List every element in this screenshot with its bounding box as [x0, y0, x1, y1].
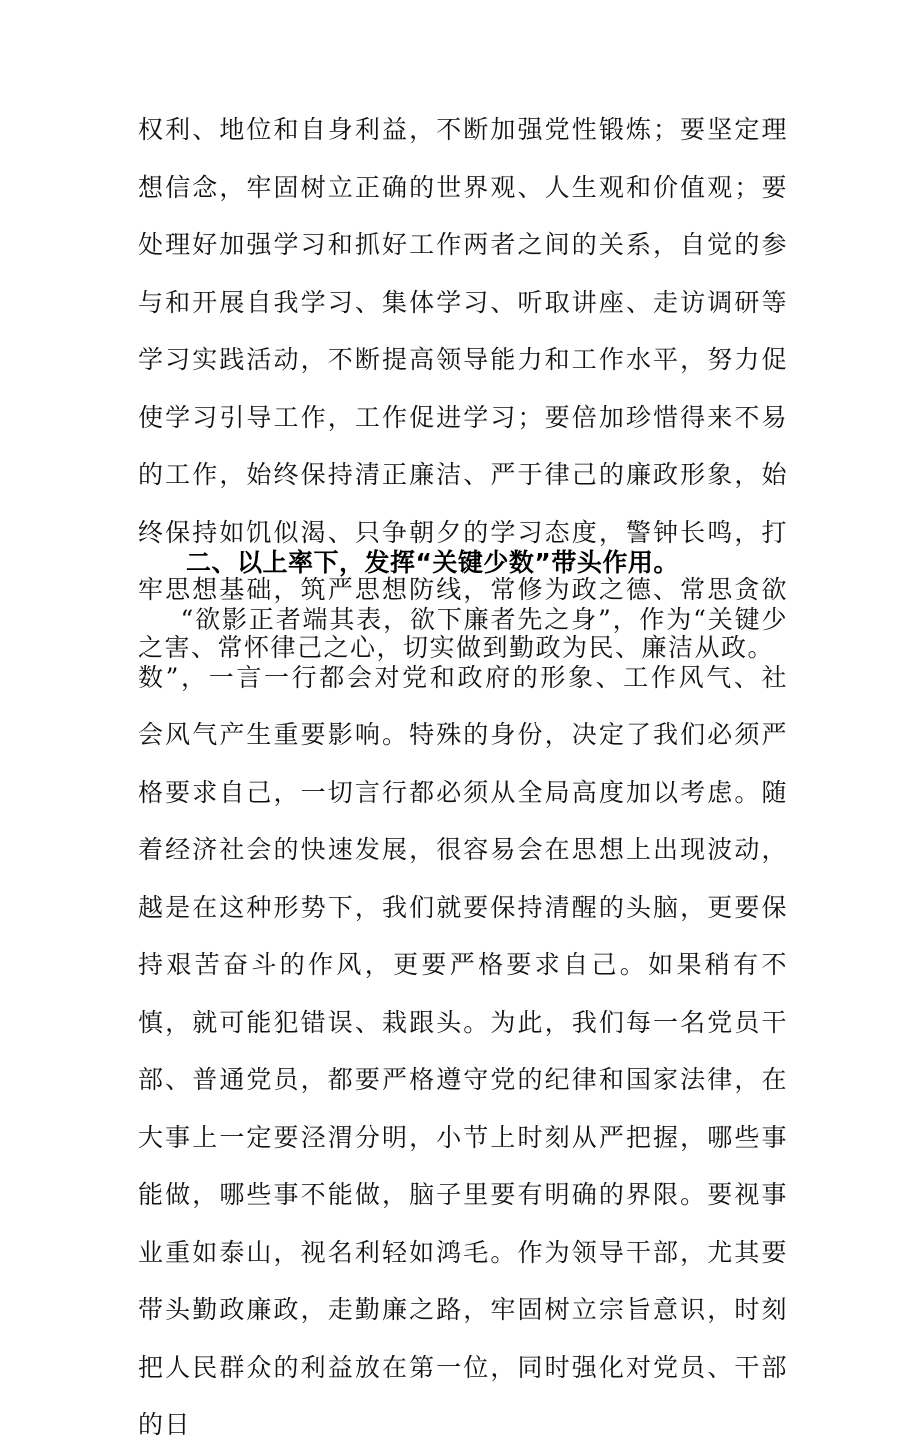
paragraph-2: “欲影正者端其表，欲下廉者先之身”，作为“关键少数”，一言一行都会对党和政府的形象、工作风气、社会风气产生重要影响。特殊的身份，决定了我们必须严格要求自己，一切言行都必须从全局高度加以考虑。随着经济社会的快速发展，很容易会在思想上出现波动，越是在这种形势下，我们就要保持清醒的头脑，更要保持艰苦奋斗的作风，更要严格要求自己。如果稍有不慎，就可能犯错误、栽跟头。为此，我们每一名党员干部、普通党员，都要严格遵守党的纪律和国家法律，在大事上一定要泾渭分明，小节上时刻从严把握，哪些事能做，哪些事不能做，脑子里要有明确的界限。要视事业重如泰山，视名利轻如鸿毛。作为领导干部，尤其要带头勤政廉政，走勤廉之路，牢固树立宗旨意识，时刻把人民群众的利益放在第一位，同时强化对党员、干部的日: [138, 605, 788, 1439]
paragraph-1: 权利、地位和自身利益，不断加强党性锻炼；要坚定理想信念，牢固树立正确的世界观、人生观和价值观；要处理好加强学习和抓好工作两者之间的关系，自觉的参与和开展自我学习、集体学习、听取讲座、走访调研等学习实践活动，不断提高领导能力和工作水平，努力促使学习引导工作，工作促进学习；要倍加珍惜得来不易的工作，始终保持清正廉洁、严于律己的廉政形象，始终保持如饥似渴、只争朝夕的学习态度，警钟长鸣，打牢思想基础，筑严思想防线，常修为政之德、常思贪欲之害、常怀律己之心，切实做到勤政为民、廉洁从政。: [138, 115, 788, 662]
body-text-block-2: [138, 591, 788, 1454]
section-heading-2: 二、以上率下，发挥“关键少数”带头作用。: [186, 548, 679, 577]
